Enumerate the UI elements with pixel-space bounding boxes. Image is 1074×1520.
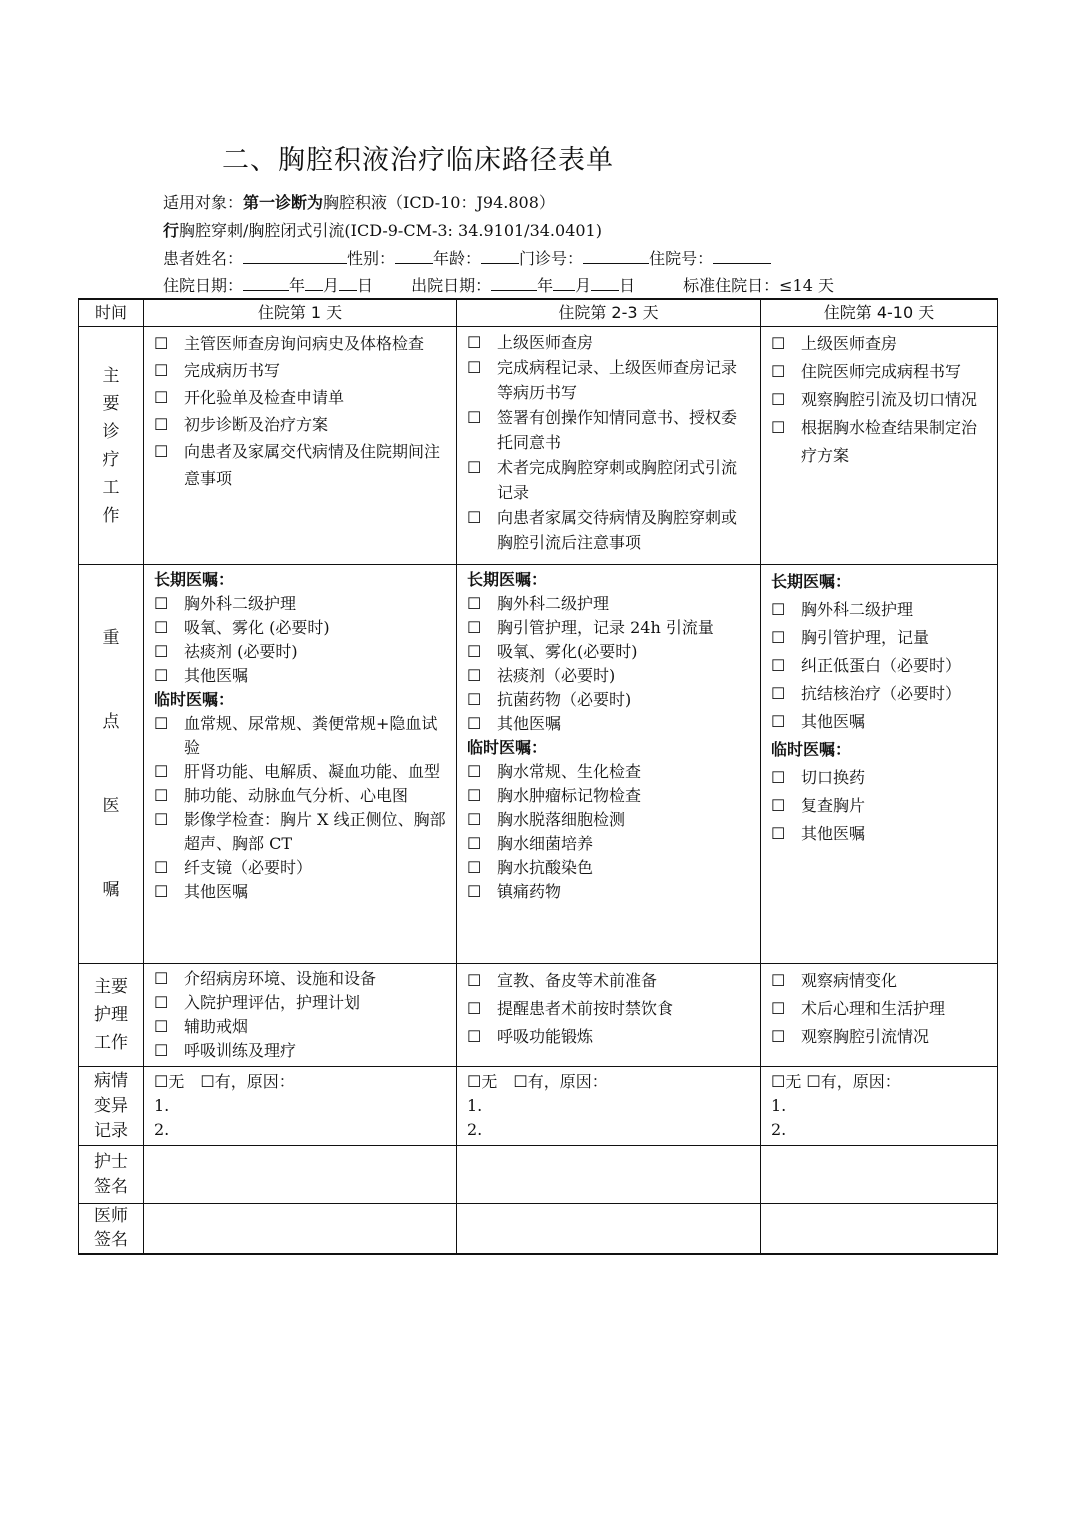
long-term-orders-heading: 长期医嘱：: [771, 572, 852, 591]
variance-choice[interactable]: ☐无 ☐有，原因：: [771, 1072, 901, 1091]
checkbox[interactable]: ☐: [467, 508, 482, 527]
list-item: ☐ 纤支镜（必要时）: [154, 856, 448, 880]
variance-item-2: 2.: [771, 1120, 787, 1139]
admit-month-field[interactable]: [305, 275, 323, 291]
dates-line: [163, 273, 834, 296]
checkbox[interactable]: ☐: [467, 333, 482, 352]
patient-name-label: 患者姓名：: [163, 249, 244, 268]
list-item: ☐ 胸水肿瘤标记物检查: [467, 784, 752, 808]
checkbox[interactable]: ☐: [467, 618, 482, 637]
list-item: ☐ 吸氧、雾化 (必要时): [154, 616, 448, 640]
admit-date-label: 住院日期：: [163, 276, 244, 295]
list-item: ☐ 入院护理评估，护理计划: [154, 991, 448, 1015]
list-item: ☐ 观察胸腔引流及切口情况: [771, 386, 989, 414]
variance-item-2: 2.: [154, 1120, 170, 1139]
list-item: ☐ 纠正低蛋白（必要时）: [771, 652, 989, 680]
checkbox[interactable]: ☐: [771, 418, 786, 437]
list-item: ☐ 向患者家属交待病情及胸腔穿刺或胸腔引流后注意事项: [467, 505, 752, 555]
checkbox[interactable]: ☐: [771, 1027, 786, 1046]
main-work-day4-10: [761, 327, 998, 565]
variance-day4-10: [761, 1067, 998, 1146]
nursing-day1: [144, 964, 457, 1067]
checkbox[interactable]: ☐: [154, 858, 169, 877]
gender-field[interactable]: [395, 248, 433, 264]
checkbox[interactable]: ☐: [467, 858, 482, 877]
procedure-value: 胸腔穿刺/胸腔闭式引流(ICD-9-CM-3: 34.9101/34.0401): [179, 221, 602, 240]
procedure-line: [163, 218, 602, 241]
list-item: ☐ 上级医师查房: [467, 330, 752, 355]
list-item: ☐ 呼吸功能锻炼: [467, 1023, 752, 1051]
checkbox[interactable]: ☐: [467, 810, 482, 829]
page-title: 二、胸腔积液治疗临床路径表单: [222, 145, 614, 176]
list-item: ☐ 术者完成胸腔穿刺或胸腔闭式引流记录: [467, 455, 752, 505]
orders-day4-10: [761, 565, 998, 964]
discharge-month-field[interactable]: [553, 275, 575, 291]
checkbox[interactable]: ☐: [154, 969, 169, 988]
checkbox[interactable]: ☐: [154, 714, 169, 733]
main-work-day1: [144, 327, 457, 565]
variance-item-2: 2.: [467, 1120, 483, 1139]
list-item: ☐ 开化验单及检查申请单: [154, 384, 448, 411]
inpatient-no-label: 住院号：: [649, 249, 714, 268]
checkbox[interactable]: ☐: [154, 594, 169, 613]
long-term-orders-heading: 长期医嘱：: [154, 570, 235, 589]
list-item: ☐ 镇痛药物: [467, 880, 752, 904]
variance-item-1: 1.: [467, 1096, 483, 1115]
checkbox[interactable]: ☐: [467, 762, 482, 781]
checkbox[interactable]: ☐: [154, 618, 169, 637]
temporary-orders-heading: 临时医嘱：: [771, 740, 852, 759]
list-item: ☐ 切口换药: [771, 764, 989, 792]
patient-name-field[interactable]: [243, 248, 347, 264]
list-item: ☐ 其他医嘱: [154, 880, 448, 904]
checkbox[interactable]: ☐: [154, 1041, 169, 1060]
list-item: ☐ 抗结核治疗（必要时）: [771, 680, 989, 708]
checkbox[interactable]: ☐: [467, 786, 482, 805]
list-item: ☐ 胸引管护理，记量: [771, 624, 989, 652]
list-item: ☐ 辅助戒烟: [154, 1015, 448, 1039]
variance-item-1: 1.: [771, 1096, 787, 1115]
nurse-sign-day2-3[interactable]: [457, 1146, 761, 1204]
doctor-sign-day4-10[interactable]: [761, 1204, 998, 1254]
list-item: ☐ 呼吸训练及理疗: [154, 1039, 448, 1063]
checkbox[interactable]: ☐: [154, 415, 169, 434]
long-term-orders-heading: 长期医嘱：: [467, 570, 548, 589]
list-item: ☐ 血常规、尿常规、粪便常规+隐血试验: [154, 712, 448, 760]
discharge-year-field[interactable]: [491, 275, 537, 291]
checkbox[interactable]: ☐: [467, 1027, 482, 1046]
list-item: ☐ 复查胸片: [771, 792, 989, 820]
temporary-orders-heading: 临时医嘱：: [154, 690, 235, 709]
checkbox[interactable]: ☐: [154, 334, 169, 353]
variance-day2-3: [457, 1067, 761, 1146]
checkbox[interactable]: ☐: [771, 999, 786, 1018]
checkbox[interactable]: ☐: [771, 628, 786, 647]
checkbox[interactable]: ☐: [467, 690, 482, 709]
nurse-sign-day4-10[interactable]: [761, 1146, 998, 1204]
checkbox[interactable]: ☐: [154, 666, 169, 685]
checkbox[interactable]: ☐: [154, 642, 169, 661]
list-item: ☐ 完成病程记录、上级医师查房记录等病历书写: [467, 355, 752, 405]
checkbox[interactable]: ☐: [154, 993, 169, 1012]
diagnosis-value: 胸腔积液（ICD-10：J94.808）: [323, 193, 555, 212]
list-item: ☐ 其他医嘱: [771, 708, 989, 736]
admit-year-field[interactable]: [243, 275, 289, 291]
list-item: ☐ 吸氧、雾化(必要时): [467, 640, 752, 664]
checkbox[interactable]: ☐: [771, 824, 786, 843]
nurse-sign-row: [79, 1146, 998, 1204]
orders-day2-3: [457, 565, 761, 964]
doctor-sign-day1[interactable]: [144, 1204, 457, 1254]
list-item: ☐ 胸外科二级护理: [154, 592, 448, 616]
doctor-sign-day2-3[interactable]: [457, 1204, 761, 1254]
outpatient-no-label: 门诊号：: [519, 249, 584, 268]
checkbox[interactable]: ☐: [771, 656, 786, 675]
first-diagnosis-label: 第一诊断为: [243, 193, 324, 212]
checkbox[interactable]: ☐: [771, 362, 786, 381]
list-item: ☐ 肝肾功能、电解质、凝血功能、血型: [154, 760, 448, 784]
list-item: ☐ 初步诊断及治疗方案: [154, 411, 448, 438]
list-item: ☐ 胸水抗酸染色: [467, 856, 752, 880]
header-row: [79, 299, 998, 327]
nursing-day4-10: [761, 964, 998, 1067]
checkbox[interactable]: ☐: [467, 882, 482, 901]
list-item: ☐ 胸外科二级护理: [771, 596, 989, 624]
age-field[interactable]: [481, 248, 519, 264]
checkbox[interactable]: ☐: [467, 714, 482, 733]
header-day1: 住院第 1 天: [144, 299, 457, 327]
age-label: 年龄：: [433, 249, 482, 268]
checkbox[interactable]: ☐: [154, 762, 169, 781]
variance-choice[interactable]: ☐无 ☐有，原因：: [154, 1072, 295, 1091]
nursing-day2-3: [457, 964, 761, 1067]
list-item: ☐ 主管医师查房询问病史及体格检查: [154, 330, 448, 357]
variance-choice[interactable]: ☐无 ☐有，原因：: [467, 1072, 608, 1091]
orders-row: [79, 565, 998, 964]
variance-item-1: 1.: [154, 1096, 170, 1115]
list-item: ☐ 根据胸水检查结果制定治疗方案: [771, 414, 989, 470]
list-item: ☐ 提醒患者术前按时禁饮食: [467, 995, 752, 1023]
checkbox[interactable]: ☐: [771, 684, 786, 703]
discharge-month-label: 月: [575, 276, 592, 295]
procedure-prefix: 行: [163, 221, 180, 240]
orders-day1: [144, 565, 457, 964]
list-item: ☐ 术后心理和生活护理: [771, 995, 989, 1023]
patient-info-line: [163, 246, 771, 269]
checkbox[interactable]: ☐: [154, 1017, 169, 1036]
admit-day-label: 日: [357, 276, 374, 295]
list-item: ☐ 完成病历书写: [154, 357, 448, 384]
list-item: ☐ 肺功能、动脉血气分析、心电图: [154, 784, 448, 808]
list-item: ☐ 胸外科二级护理: [467, 592, 752, 616]
variance-label: 病情 变异 记录: [79, 1067, 144, 1146]
list-item: ☐ 宣教、备皮等术前准备: [467, 967, 752, 995]
list-item: ☐ 祛痰剂 (必要时): [154, 640, 448, 664]
doctor-sign-row: [79, 1204, 998, 1254]
list-item: ☐ 胸水细菌培养: [467, 832, 752, 856]
checkbox[interactable]: ☐: [467, 666, 482, 685]
checkbox[interactable]: ☐: [771, 712, 786, 731]
checkbox[interactable]: ☐: [154, 388, 169, 407]
checkbox[interactable]: ☐: [467, 999, 482, 1018]
list-item: ☐ 其他医嘱: [154, 664, 448, 688]
list-item: ☐ 祛痰剂（必要时): [467, 664, 752, 688]
list-item: ☐ 胸水脱落细胞检测: [467, 808, 752, 832]
nursing-label: 主要 护理 工作: [79, 964, 144, 1067]
checkbox[interactable]: ☐: [154, 361, 169, 380]
header-day4-10: 住院第 4-10 天: [761, 299, 998, 327]
checkbox[interactable]: ☐: [771, 600, 786, 619]
main-work-row: [79, 327, 998, 565]
checkbox[interactable]: ☐: [467, 358, 482, 377]
discharge-year-label: 年: [537, 276, 554, 295]
list-item: ☐ 介绍病房环境、设施和设备: [154, 967, 448, 991]
inpatient-no-field[interactable]: [713, 248, 771, 264]
variance-row: [79, 1067, 998, 1146]
orders-label: 重 点 医 嘱: [79, 565, 144, 964]
clinical-path-table: [78, 298, 998, 1255]
nurse-sign-label: 护士 签名: [79, 1146, 144, 1204]
admit-year-label: 年: [289, 276, 306, 295]
checkbox[interactable]: ☐: [467, 642, 482, 661]
applies-label: 适用对象：: [163, 193, 244, 212]
list-item: ☐ 其他医嘱: [467, 712, 752, 736]
list-item: ☐ 签署有创操作知情同意书、授权委托同意书: [467, 405, 752, 455]
checkbox[interactable]: ☐: [771, 768, 786, 787]
checkbox[interactable]: ☐: [467, 458, 482, 477]
variance-day1: [144, 1067, 457, 1146]
temporary-orders-heading: 临时医嘱：: [467, 738, 548, 757]
discharge-day-label: 日: [619, 276, 636, 295]
list-item: ☐ 胸水常规、生化检查: [467, 760, 752, 784]
checkbox[interactable]: ☐: [154, 442, 169, 461]
header-day2-3: 住院第 2-3 天: [457, 299, 761, 327]
outpatient-no-field[interactable]: [583, 248, 649, 264]
main-work-day2-3: [457, 327, 761, 565]
header-time: 时间: [79, 299, 144, 327]
list-item: ☐ 胸引管护理，记录 24h 引流量: [467, 616, 752, 640]
standard-stay-label: 标准住院日：≤14 天: [683, 276, 834, 295]
checkbox[interactable]: ☐: [154, 810, 169, 829]
checkbox[interactable]: ☐: [154, 882, 169, 901]
doctor-sign-label: 医师 签名: [79, 1204, 144, 1254]
list-item: ☐ 上级医师查房: [771, 330, 989, 358]
list-item: ☐ 观察病情变化: [771, 967, 989, 995]
gender-label: 性别：: [347, 249, 396, 268]
list-item: ☐ 抗菌药物（必要时): [467, 688, 752, 712]
checkbox[interactable]: ☐: [771, 334, 786, 353]
discharge-day-field[interactable]: [591, 275, 619, 291]
discharge-date-label: 出院日期：: [411, 276, 492, 295]
main-work-label: 主 要 诊 疗 工 作: [79, 327, 144, 565]
admit-month-label: 月: [323, 276, 340, 295]
list-item: ☐ 影像学检查：胸片 X 线正侧位、胸部超声、胸部 CT: [154, 808, 448, 856]
nursing-row: [79, 964, 998, 1067]
nurse-sign-day1[interactable]: [144, 1146, 457, 1204]
checkbox[interactable]: ☐: [467, 834, 482, 853]
list-item: ☐ 观察胸腔引流情况: [771, 1023, 989, 1051]
checkbox[interactable]: ☐: [771, 390, 786, 409]
checkbox[interactable]: ☐: [154, 786, 169, 805]
checkbox[interactable]: ☐: [771, 796, 786, 815]
checkbox[interactable]: ☐: [771, 971, 786, 990]
checkbox[interactable]: ☐: [467, 594, 482, 613]
list-item: ☐ 向患者及家属交代病情及住院期间注意事项: [154, 438, 448, 492]
list-item: ☐ 其他医嘱: [771, 820, 989, 848]
applies-line: [163, 190, 555, 213]
checkbox[interactable]: ☐: [467, 408, 482, 427]
list-item: ☐ 住院医师完成病程书写: [771, 358, 989, 386]
checkbox[interactable]: ☐: [467, 971, 482, 990]
admit-day-field[interactable]: [339, 275, 357, 291]
